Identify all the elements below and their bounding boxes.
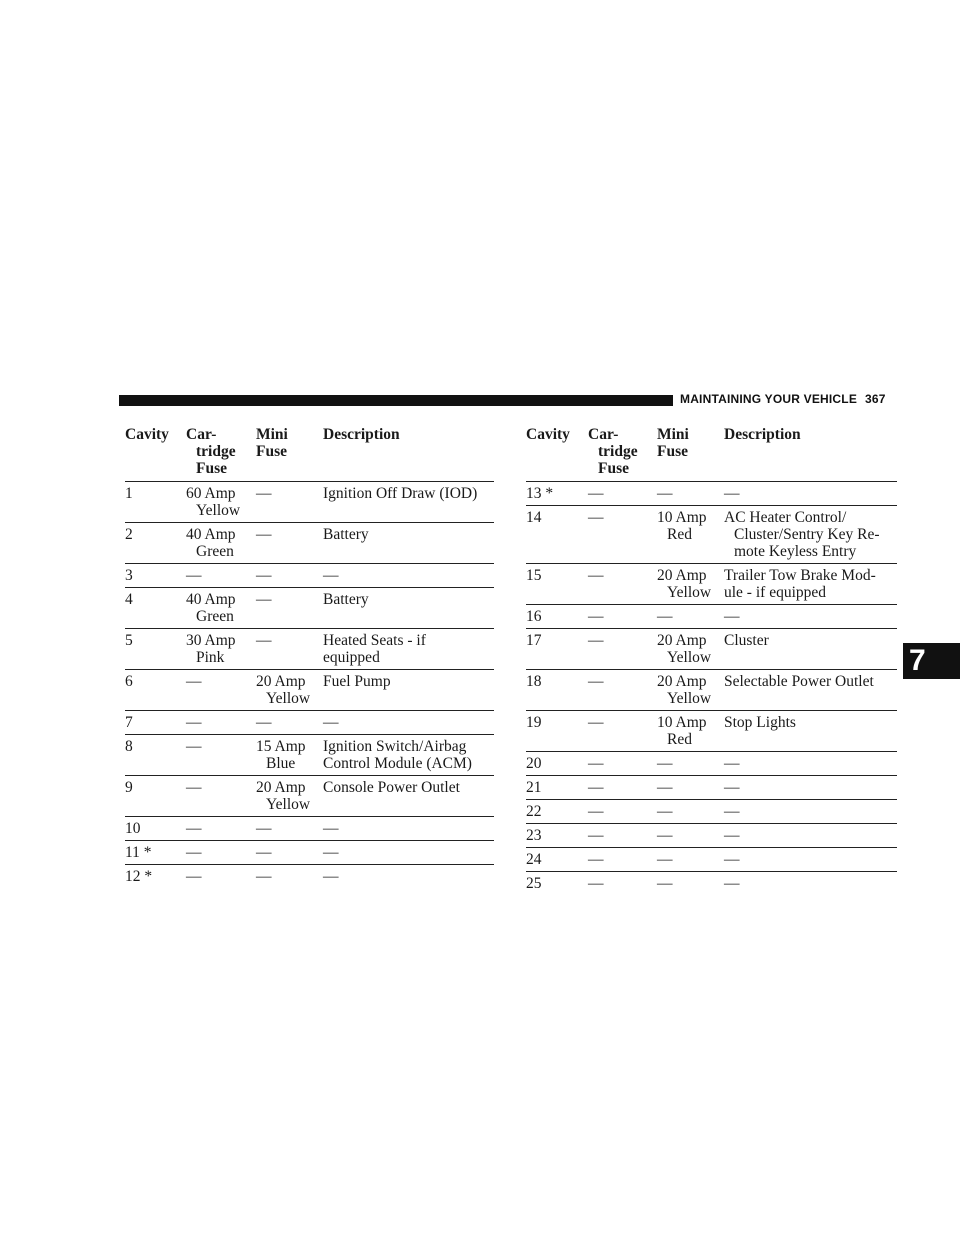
- cell-mini-fuse: —: [657, 485, 673, 502]
- cell-mini-fuse: 20 Amp Yellow: [256, 673, 311, 707]
- cell-cartridge-fuse: —: [588, 608, 604, 625]
- cell-cavity: 15: [526, 567, 542, 584]
- table-row: [526, 824, 897, 848]
- cell-cartridge-fuse: —: [186, 844, 202, 861]
- header-cartridge-fuse: Car- tridge Fuse: [186, 426, 236, 477]
- header-rule: [119, 395, 673, 406]
- table-row: [125, 482, 494, 523]
- cell-cartridge-fuse: —: [588, 803, 604, 820]
- cell-description: —: [724, 827, 740, 844]
- cell-cartridge-fuse: 30 Amp Pink: [186, 632, 236, 666]
- table-row: [526, 670, 897, 711]
- cell-cartridge-fuse: 60 Amp Yellow: [186, 485, 241, 519]
- cell-cavity: 11 *: [125, 844, 152, 861]
- cell-mini-fuse: —: [256, 526, 272, 543]
- cell-cartridge-fuse: —: [186, 714, 202, 731]
- cell-cartridge-fuse: —: [588, 673, 604, 690]
- cell-cartridge-fuse: —: [588, 827, 604, 844]
- cell-cavity: 6: [125, 673, 133, 690]
- cell-mini-fuse: —: [256, 485, 272, 502]
- header-cavity: Cavity: [125, 426, 169, 443]
- cell-cavity: 20: [526, 755, 542, 772]
- page-number: 367: [865, 392, 886, 406]
- fuse-table-right: [526, 426, 897, 895]
- cell-description: —: [724, 851, 740, 868]
- rows: [526, 482, 897, 896]
- cell-cavity: 3: [125, 567, 133, 584]
- cell-cartridge-fuse: 40 Amp Green: [186, 591, 236, 625]
- cell-cavity: 23: [526, 827, 542, 844]
- cell-cartridge-fuse: —: [588, 567, 604, 584]
- header-mini-fuse: Mini Fuse: [657, 426, 689, 460]
- cell-description: Battery: [323, 591, 369, 608]
- table-row: [125, 523, 494, 564]
- cell-cavity: 22: [526, 803, 542, 820]
- table-row: [526, 506, 897, 564]
- cell-cavity: 9: [125, 779, 133, 796]
- cell-description: —: [323, 844, 339, 861]
- cell-cartridge-fuse: —: [588, 779, 604, 796]
- header-mini-fuse: Mini Fuse: [256, 426, 288, 460]
- cell-cartridge-fuse: —: [588, 755, 604, 772]
- cell-mini-fuse: 20 Amp Yellow: [256, 779, 311, 813]
- header-description: Description: [724, 426, 801, 443]
- cell-mini-fuse: 10 Amp Red: [657, 714, 707, 748]
- cell-description: —: [323, 714, 339, 731]
- cell-description: Fuel Pump: [323, 673, 391, 690]
- cell-cartridge-fuse: —: [186, 567, 202, 584]
- cell-cartridge-fuse: —: [186, 779, 202, 796]
- cell-cavity: 12 *: [125, 868, 153, 885]
- cell-mini-fuse: —: [657, 827, 673, 844]
- cell-description: —: [724, 608, 740, 625]
- chapter-tab: 7: [903, 643, 960, 679]
- table-row: [125, 711, 494, 735]
- cell-cartridge-fuse: —: [186, 673, 202, 690]
- cell-description: —: [323, 820, 339, 837]
- cell-description: Console Power Outlet: [323, 779, 460, 796]
- rows: [125, 482, 494, 889]
- cell-cavity: 21: [526, 779, 542, 796]
- table-row: [526, 872, 897, 896]
- cell-mini-fuse: 20 Amp Yellow: [657, 567, 712, 601]
- table-row: [526, 564, 897, 605]
- cell-cavity: 4: [125, 591, 133, 608]
- cell-cartridge-fuse: —: [588, 875, 604, 892]
- cell-description: —: [724, 755, 740, 772]
- cell-description: —: [724, 803, 740, 820]
- cell-description: Cluster: [724, 632, 769, 649]
- section-title: MAINTAINING YOUR VEHICLE: [680, 392, 858, 406]
- cell-mini-fuse: —: [657, 875, 673, 892]
- table-row: [526, 776, 897, 800]
- cell-cavity: 2: [125, 526, 133, 543]
- cell-mini-fuse: —: [256, 632, 272, 649]
- cell-mini-fuse: 20 Amp Yellow: [657, 673, 712, 707]
- cell-cavity: 25: [526, 875, 542, 892]
- table-header-row: [125, 426, 494, 482]
- cell-mini-fuse: 15 Amp Blue: [256, 738, 306, 772]
- header-description: Description: [323, 426, 400, 443]
- cell-mini-fuse: —: [657, 851, 673, 868]
- cell-cartridge-fuse: —: [588, 485, 604, 502]
- table-row: [125, 776, 494, 817]
- cell-mini-fuse: —: [657, 803, 673, 820]
- table-row: [125, 841, 494, 865]
- cell-cartridge-fuse: 40 Amp Green: [186, 526, 236, 560]
- table-row: [526, 752, 897, 776]
- table-row: [125, 865, 494, 889]
- table-header-row: [526, 426, 897, 482]
- cell-description: —: [724, 875, 740, 892]
- cell-description: Stop Lights: [724, 714, 796, 731]
- cell-cavity: 24: [526, 851, 542, 868]
- cell-mini-fuse: —: [657, 608, 673, 625]
- cell-mini-fuse: —: [256, 868, 272, 885]
- cell-description: —: [724, 779, 740, 796]
- table-row: [125, 588, 494, 629]
- cell-cartridge-fuse: —: [588, 509, 604, 526]
- cell-cavity: 14: [526, 509, 542, 526]
- cell-cavity: 7: [125, 714, 133, 731]
- table-row: [125, 564, 494, 588]
- cell-cavity: 17: [526, 632, 542, 649]
- cell-mini-fuse: 10 Amp Red: [657, 509, 707, 543]
- cell-mini-fuse: —: [256, 820, 272, 837]
- table-row: [125, 629, 494, 670]
- cell-description: AC Heater Control/ Cluster/Sentry Key Re- mote Keyless Entry: [724, 509, 880, 560]
- cell-cartridge-fuse: —: [588, 714, 604, 731]
- table-row: [526, 629, 897, 670]
- table-row: [526, 482, 897, 506]
- cell-cavity: 13 *: [526, 485, 554, 502]
- table-row: [526, 848, 897, 872]
- cell-description: Battery: [323, 526, 369, 543]
- cell-mini-fuse: —: [256, 844, 272, 861]
- cell-mini-fuse: —: [256, 714, 272, 731]
- cell-description: Trailer Tow Brake Mod- ule - if equipped: [724, 567, 876, 601]
- table-row: [526, 605, 897, 629]
- cell-cavity: 19: [526, 714, 542, 731]
- cell-cavity: 5: [125, 632, 133, 649]
- header-cartridge-fuse: Car- tridge Fuse: [588, 426, 638, 477]
- cell-mini-fuse: 20 Amp Yellow: [657, 632, 712, 666]
- cell-description: Selectable Power Outlet: [724, 673, 874, 690]
- cell-cartridge-fuse: —: [186, 820, 202, 837]
- table-row: [125, 670, 494, 711]
- table-row: [526, 800, 897, 824]
- table-row: [526, 711, 897, 752]
- cell-mini-fuse: —: [657, 755, 673, 772]
- cell-cavity: 16: [526, 608, 542, 625]
- cell-description: Ignition Switch/Airbag Control Module (ACM): [323, 738, 472, 772]
- running-header: [680, 392, 886, 406]
- cell-description: —: [323, 868, 339, 885]
- cell-cartridge-fuse: —: [588, 632, 604, 649]
- cell-cartridge-fuse: —: [186, 738, 202, 755]
- cell-description: —: [323, 567, 339, 584]
- cell-mini-fuse: —: [256, 567, 272, 584]
- cell-description: —: [724, 485, 740, 502]
- cell-cavity: 18: [526, 673, 542, 690]
- header-cavity: Cavity: [526, 426, 570, 443]
- table-row: [125, 817, 494, 841]
- cell-cavity: 8: [125, 738, 133, 755]
- cell-description: Ignition Off Draw (IOD): [323, 485, 478, 502]
- fuse-table-left: [125, 426, 494, 888]
- cell-mini-fuse: —: [657, 779, 673, 796]
- cell-description: Heated Seats - if equipped: [323, 632, 426, 666]
- cell-cartridge-fuse: —: [588, 851, 604, 868]
- cell-cavity: 1: [125, 485, 133, 502]
- cell-cartridge-fuse: —: [186, 868, 202, 885]
- table-row: [125, 735, 494, 776]
- cell-mini-fuse: —: [256, 591, 272, 608]
- cell-cavity: 10: [125, 820, 141, 837]
